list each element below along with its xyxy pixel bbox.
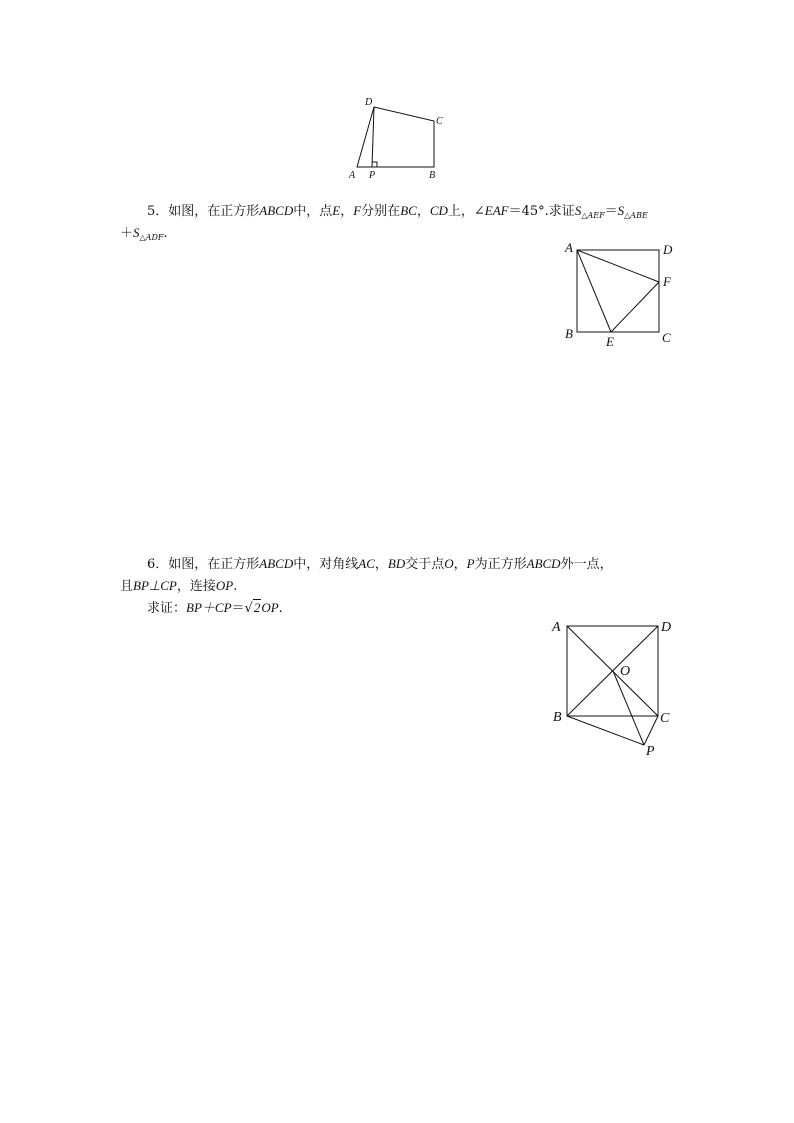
p6-math: P (466, 556, 475, 571)
label-C: C (662, 330, 671, 345)
p6-math: ABCD (259, 556, 294, 571)
p5-sub: △AEF (581, 211, 605, 220)
p6-text: . (233, 579, 238, 594)
p5-math: BC (400, 203, 417, 218)
p6-text: ，连接 (176, 579, 216, 594)
figure-square-eaf (560, 238, 680, 350)
label-B: B (429, 170, 436, 181)
p6-text: 中，对角线 (293, 557, 359, 572)
p5-text: ＝ (604, 204, 618, 219)
p6-math: OP (261, 600, 279, 615)
label-F: F (663, 274, 671, 289)
figure-square-eaf-svg (560, 238, 680, 350)
label-D: D (365, 97, 373, 108)
problem-5-line-1 (147, 200, 648, 227)
p5-sub: △ABE (624, 211, 648, 220)
label-B: B (565, 326, 573, 341)
p5-math: EAF (484, 203, 509, 218)
p5-text: ＝45°.求证 (508, 204, 575, 219)
p5-text: ， (340, 204, 354, 219)
p6-text: 交于点 (405, 557, 445, 572)
problem-6-line-1 (147, 553, 613, 576)
label-A: A (552, 620, 561, 635)
label-D: D (661, 620, 672, 635)
p5-math: CD (429, 203, 448, 218)
p6-math: O (444, 556, 454, 571)
segment-ef (611, 282, 659, 332)
p6-math: OP (215, 578, 234, 593)
p5-math: F (353, 203, 362, 218)
p6-text: ， (374, 557, 388, 572)
p6-text: 为正方形 (474, 557, 527, 572)
label-E: E (606, 334, 614, 349)
segment-af (577, 250, 659, 282)
label-B: B (553, 710, 562, 725)
label-D: D (663, 242, 673, 257)
p5-sub: △ADF (139, 233, 164, 242)
p5-math: ABCD (259, 203, 294, 218)
label-C: C (436, 116, 443, 127)
sqrt-radicand: 2 (253, 600, 261, 615)
figure-square-op-svg (548, 614, 688, 764)
p5-text: 5．如图，在正方形 (147, 204, 260, 219)
p6-text: 外一点， (560, 557, 613, 572)
figure-quadrilateral-svg (340, 90, 460, 190)
p5-text: . (163, 226, 168, 241)
p5-text: ， (416, 204, 430, 219)
p6-text: ， (453, 557, 467, 572)
problem-5-line-2 (120, 222, 168, 249)
segment-dp (372, 107, 374, 167)
label-A: A (565, 240, 573, 255)
label-P: P (646, 744, 655, 759)
p6-math: BP＋CP (186, 600, 232, 615)
problem-6-line-2 (120, 575, 237, 598)
p6-text: ＝ (231, 601, 245, 616)
p6-math: AC (358, 556, 375, 571)
label-A: A (349, 170, 356, 181)
p6-text: . (278, 601, 283, 616)
segment-op (613, 671, 644, 745)
segment-bp (567, 716, 644, 745)
p5-text: 上，∠ (447, 204, 485, 219)
figure-square-op (548, 614, 688, 764)
p5-text: ＋ (120, 226, 134, 241)
figure-quadrilateral (340, 90, 460, 190)
label-O: O (620, 664, 631, 679)
p5-text: 中，点 (293, 204, 333, 219)
p6-math: ABCD (526, 556, 561, 571)
p6-math: BP⊥CP (133, 578, 177, 593)
problem-6-line-3 (147, 597, 283, 620)
segment-cp (644, 716, 658, 745)
p5-math: S (574, 203, 582, 218)
p5-math: E (332, 203, 341, 218)
square-abcd (577, 250, 659, 332)
label-C: C (660, 711, 670, 726)
p6-text: 6．如图，在正方形 (147, 557, 260, 572)
segment-ae (577, 250, 611, 332)
right-angle-mark (372, 162, 377, 167)
p5-math: S (133, 225, 140, 240)
sqrt-symbol: √2 (244, 600, 261, 616)
p5-math: S (617, 203, 625, 218)
quad-outline (357, 107, 434, 167)
p6-math: BD (387, 556, 406, 571)
p6-text: 求证： (147, 601, 187, 616)
p5-text: 分别在 (361, 204, 401, 219)
label-P: P (369, 170, 376, 181)
p6-text: 且 (120, 579, 134, 594)
